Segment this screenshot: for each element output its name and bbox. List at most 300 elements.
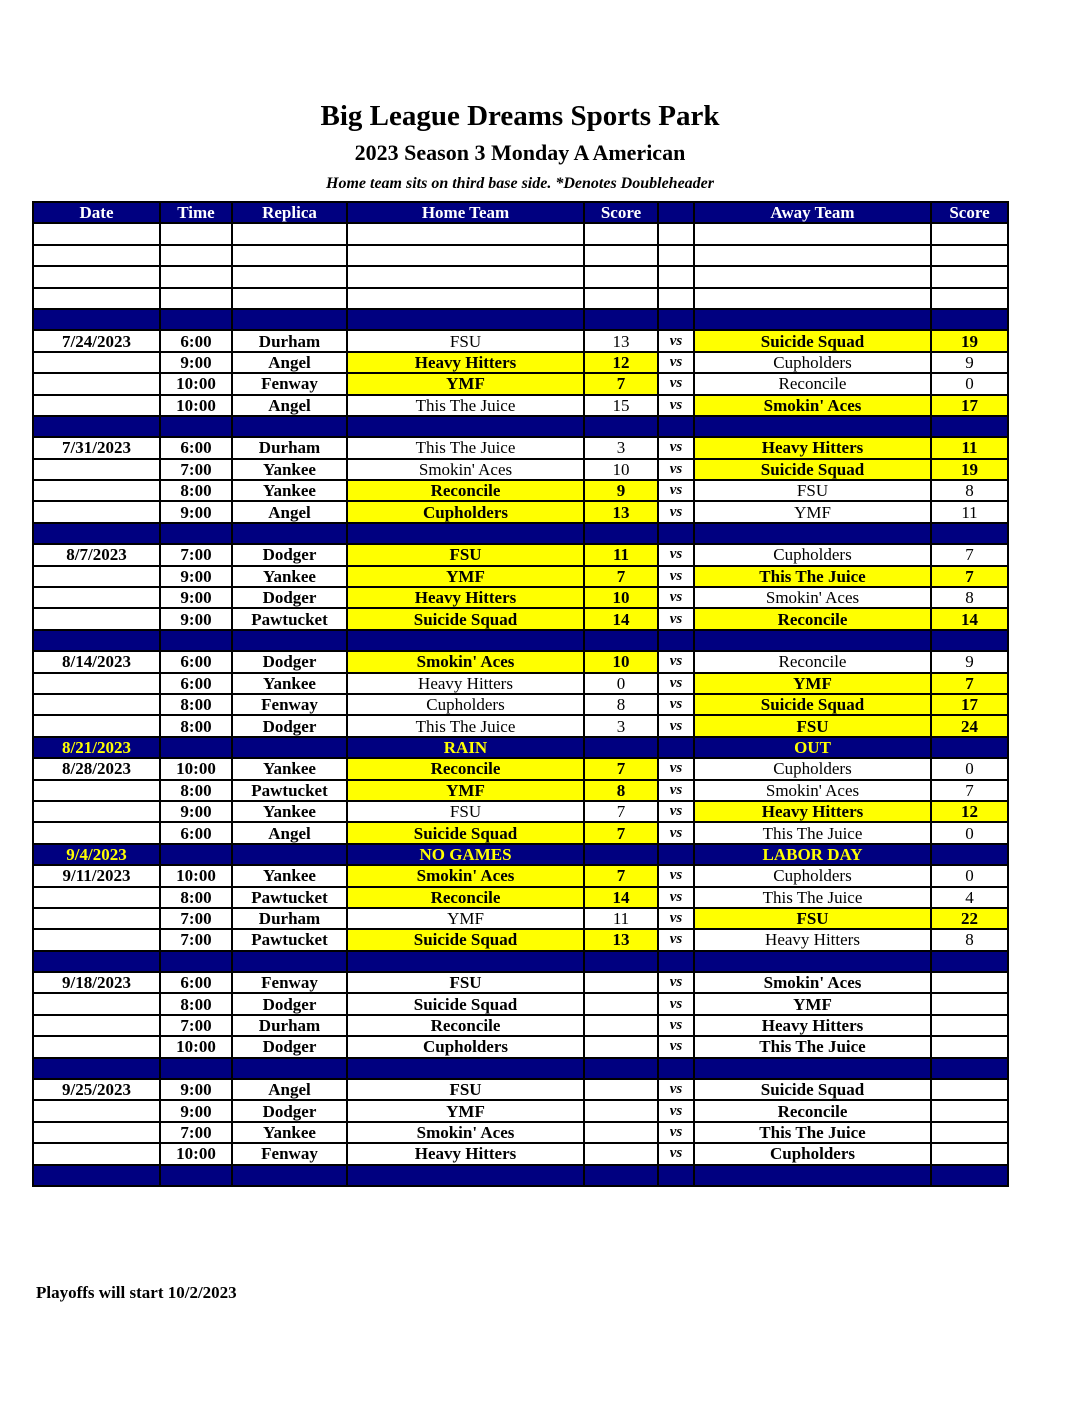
- blank-row: [33, 223, 1008, 244]
- blank-cell: [931, 223, 1008, 244]
- header-home-team: Home Team: [347, 202, 584, 223]
- blank-cell: [347, 288, 584, 309]
- separator-cell: [584, 1058, 658, 1079]
- home-score-cell: 13: [584, 929, 658, 950]
- table-row: [33, 608, 1008, 629]
- replica-cell: Pawtucket: [232, 887, 347, 908]
- away-score-cell: 11: [931, 501, 1008, 522]
- replica-cell: Pawtucket: [232, 780, 347, 801]
- home-team-cell: FSU: [347, 1079, 584, 1100]
- separator-cell: [232, 630, 347, 651]
- table-row: [33, 1079, 1008, 1100]
- time-cell: 8:00: [160, 887, 232, 908]
- time-cell: 9:00: [160, 1079, 232, 1100]
- replica-cell: Fenway: [232, 972, 347, 993]
- table-row: [33, 780, 1008, 801]
- separator-cell: [160, 416, 232, 437]
- away-score-cell: 9: [931, 352, 1008, 373]
- date-cell: 7/31/2023: [33, 437, 160, 458]
- date-cell: [33, 780, 160, 801]
- date-cell: 9/11/2023: [33, 865, 160, 886]
- home-team-cell: Heavy Hitters: [347, 587, 584, 608]
- header-replica: Replica: [232, 202, 347, 223]
- home-score-cell: [584, 993, 658, 1014]
- separator-cell: [584, 1165, 658, 1186]
- home-score-cell: 0: [584, 673, 658, 694]
- home-score-cell: 13: [584, 501, 658, 522]
- date-cell: 9/4/2023: [33, 844, 160, 865]
- away-team-cell: Smokin' Aces: [694, 395, 931, 416]
- header-vs: [658, 202, 694, 223]
- blank-cell: [694, 223, 931, 244]
- separator-cell: [658, 1165, 694, 1186]
- away-team-cell: FSU: [694, 480, 931, 501]
- home-team-cell: Reconcile: [347, 480, 584, 501]
- time-cell: 8:00: [160, 480, 232, 501]
- vs-cell: vs: [658, 330, 694, 351]
- table-row: [33, 993, 1008, 1014]
- vs-cell: vs: [658, 373, 694, 394]
- home-score-cell: 13: [584, 330, 658, 351]
- vs-cell: vs: [658, 780, 694, 801]
- home-team-cell: FSU: [347, 544, 584, 565]
- away-team-cell: YMF: [694, 501, 931, 522]
- date-cell: [33, 908, 160, 929]
- table-row: [33, 758, 1008, 779]
- table-row: [33, 373, 1008, 394]
- blank-cell: [232, 245, 347, 266]
- table-header-row: [33, 202, 1008, 223]
- separator-cell: [33, 416, 160, 437]
- date-cell: 8/14/2023: [33, 651, 160, 672]
- home-score-cell: [584, 737, 658, 758]
- blank-cell: [931, 266, 1008, 287]
- away-score-cell: [931, 1036, 1008, 1057]
- away-team-cell: Suicide Squad: [694, 330, 931, 351]
- vs-cell: vs: [658, 352, 694, 373]
- replica-cell: Durham: [232, 330, 347, 351]
- separator-cell: [658, 630, 694, 651]
- time-cell: 6:00: [160, 651, 232, 672]
- playoffs-footnote: Playoffs will start 10/2/2023: [36, 1283, 237, 1302]
- date-cell: [33, 715, 160, 736]
- away-score-cell: 9: [931, 651, 1008, 672]
- vs-cell: vs: [658, 694, 694, 715]
- home-score-cell: [584, 1036, 658, 1057]
- blank-cell: [160, 288, 232, 309]
- table-row: [33, 673, 1008, 694]
- separator-cell: [658, 1058, 694, 1079]
- away-team-cell: YMF: [694, 993, 931, 1014]
- home-score-cell: 10: [584, 459, 658, 480]
- separator-cell: [584, 416, 658, 437]
- table-row: [33, 651, 1008, 672]
- time-cell: 9:00: [160, 608, 232, 629]
- blank-cell: [658, 245, 694, 266]
- table-row: [33, 330, 1008, 351]
- time-cell: 9:00: [160, 566, 232, 587]
- away-team-cell: Smokin' Aces: [694, 780, 931, 801]
- replica-cell: Angel: [232, 352, 347, 373]
- away-team-cell: Heavy Hitters: [694, 801, 931, 822]
- replica-cell: Dodger: [232, 544, 347, 565]
- replica-cell: Dodger: [232, 715, 347, 736]
- home-team-cell: Smokin' Aces: [347, 865, 584, 886]
- page-subtitle: 2023 Season 3 Monday A American: [354, 140, 686, 165]
- home-score-cell: 7: [584, 865, 658, 886]
- blank-cell: [232, 288, 347, 309]
- time-cell: 7:00: [160, 929, 232, 950]
- away-team-cell: Reconcile: [694, 651, 931, 672]
- separator-cell: [33, 309, 160, 330]
- replica-cell: Durham: [232, 437, 347, 458]
- home-team-cell: Suicide Squad: [347, 822, 584, 843]
- separator-cell: [33, 1165, 160, 1186]
- time-cell: 7:00: [160, 1015, 232, 1036]
- time-cell: 6:00: [160, 972, 232, 993]
- home-team-cell: FSU: [347, 972, 584, 993]
- vs-cell: vs: [658, 1036, 694, 1057]
- replica-cell: Fenway: [232, 373, 347, 394]
- vs-cell: vs: [658, 673, 694, 694]
- table-row: [33, 544, 1008, 565]
- blank-cell: [658, 223, 694, 244]
- page-note: Home team sits on third base side. *Denotes Doubleheader: [326, 175, 714, 192]
- schedule-body: [33, 223, 1008, 1186]
- replica-cell: Dodger: [232, 651, 347, 672]
- time-cell: 7:00: [160, 544, 232, 565]
- home-team-cell: This The Juice: [347, 437, 584, 458]
- home-team-cell: Suicide Squad: [347, 608, 584, 629]
- date-cell: [33, 587, 160, 608]
- table-row: [33, 395, 1008, 416]
- separator-cell: [931, 951, 1008, 972]
- separator-cell: [347, 1165, 584, 1186]
- date-cell: [33, 566, 160, 587]
- separator-row: [33, 951, 1008, 972]
- replica-cell: Fenway: [232, 1143, 347, 1164]
- header-away-score: Score: [931, 202, 1008, 223]
- home-score-cell: [584, 1122, 658, 1143]
- vs-cell: vs: [658, 480, 694, 501]
- time-cell: 8:00: [160, 993, 232, 1014]
- vs-cell: [658, 844, 694, 865]
- away-team-cell: Heavy Hitters: [694, 929, 931, 950]
- home-team-cell: FSU: [347, 801, 584, 822]
- separator-cell: [347, 523, 584, 544]
- separator-cell: [347, 1058, 584, 1079]
- vs-cell: vs: [658, 993, 694, 1014]
- blank-cell: [694, 266, 931, 287]
- separator-cell: [694, 951, 931, 972]
- replica-cell: Yankee: [232, 865, 347, 886]
- blank-row: [33, 288, 1008, 309]
- away-score-cell: 4: [931, 887, 1008, 908]
- blank-cell: [232, 223, 347, 244]
- time-cell: 10:00: [160, 1143, 232, 1164]
- table-row: [33, 887, 1008, 908]
- page-title: Big League Dreams Sports Park: [320, 100, 720, 132]
- home-team-cell: YMF: [347, 1100, 584, 1121]
- date-cell: [33, 929, 160, 950]
- home-team-cell: YMF: [347, 908, 584, 929]
- replica-cell: [232, 737, 347, 758]
- replica-cell: Yankee: [232, 480, 347, 501]
- home-score-cell: 7: [584, 822, 658, 843]
- date-cell: [33, 822, 160, 843]
- time-cell: 8:00: [160, 715, 232, 736]
- away-score-cell: [931, 1122, 1008, 1143]
- away-team-cell: Cupholders: [694, 865, 931, 886]
- home-score-cell: 12: [584, 352, 658, 373]
- time-cell: 7:00: [160, 459, 232, 480]
- replica-cell: Yankee: [232, 459, 347, 480]
- separator-cell: [33, 951, 160, 972]
- replica-cell: Angel: [232, 395, 347, 416]
- replica-cell: Dodger: [232, 587, 347, 608]
- special-day-row: [33, 737, 1008, 758]
- home-team-cell: FSU: [347, 330, 584, 351]
- away-score-cell: 7: [931, 544, 1008, 565]
- away-score-cell: 19: [931, 459, 1008, 480]
- separator-cell: [931, 523, 1008, 544]
- away-team-cell: Reconcile: [694, 373, 931, 394]
- date-cell: 8/28/2023: [33, 758, 160, 779]
- vs-cell: vs: [658, 887, 694, 908]
- away-score-cell: 0: [931, 865, 1008, 886]
- separator-cell: [33, 1058, 160, 1079]
- blank-row: [33, 245, 1008, 266]
- separator-cell: [584, 309, 658, 330]
- home-team-cell: YMF: [347, 566, 584, 587]
- home-team-cell: Heavy Hitters: [347, 673, 584, 694]
- away-team-cell: FSU: [694, 908, 931, 929]
- table-row: [33, 1122, 1008, 1143]
- home-score-cell: 3: [584, 437, 658, 458]
- away-team-cell: Reconcile: [694, 1100, 931, 1121]
- blank-cell: [694, 245, 931, 266]
- home-score-cell: [584, 972, 658, 993]
- vs-cell: vs: [658, 608, 694, 629]
- away-team-cell: This The Juice: [694, 1122, 931, 1143]
- vs-cell: vs: [658, 972, 694, 993]
- time-cell: 7:00: [160, 1122, 232, 1143]
- home-score-cell: 10: [584, 587, 658, 608]
- table-row: [33, 972, 1008, 993]
- home-score-cell: 14: [584, 887, 658, 908]
- away-score-cell: 11: [931, 437, 1008, 458]
- home-score-cell: 11: [584, 908, 658, 929]
- time-cell: [160, 844, 232, 865]
- time-cell: [160, 737, 232, 758]
- separator-cell: [658, 951, 694, 972]
- blank-cell: [347, 245, 584, 266]
- time-cell: 10:00: [160, 865, 232, 886]
- blank-cell: [160, 223, 232, 244]
- home-team-cell: Smokin' Aces: [347, 1122, 584, 1143]
- home-team-cell: YMF: [347, 780, 584, 801]
- blank-cell: [33, 288, 160, 309]
- blank-cell: [347, 266, 584, 287]
- time-cell: 9:00: [160, 501, 232, 522]
- time-cell: 10:00: [160, 395, 232, 416]
- separator-cell: [694, 309, 931, 330]
- away-score-cell: 8: [931, 480, 1008, 501]
- home-score-cell: 7: [584, 758, 658, 779]
- separator-cell: [694, 630, 931, 651]
- special-note-home: RAIN: [347, 737, 584, 758]
- home-score-cell: 3: [584, 715, 658, 736]
- separator-cell: [232, 1058, 347, 1079]
- time-cell: 8:00: [160, 694, 232, 715]
- vs-cell: vs: [658, 1122, 694, 1143]
- table-row: [33, 437, 1008, 458]
- separator-cell: [931, 1165, 1008, 1186]
- home-score-cell: [584, 1100, 658, 1121]
- separator-cell: [160, 523, 232, 544]
- replica-cell: Dodger: [232, 1100, 347, 1121]
- date-cell: [33, 501, 160, 522]
- replica-cell: Angel: [232, 822, 347, 843]
- replica-cell: Durham: [232, 1015, 347, 1036]
- home-team-cell: Smokin' Aces: [347, 651, 584, 672]
- separator-cell: [694, 416, 931, 437]
- date-cell: [33, 459, 160, 480]
- away-team-cell: Cupholders: [694, 544, 931, 565]
- date-cell: [33, 993, 160, 1014]
- blank-row: [33, 266, 1008, 287]
- away-score-cell: 8: [931, 587, 1008, 608]
- date-cell: [33, 694, 160, 715]
- vs-cell: vs: [658, 865, 694, 886]
- home-team-cell: Cupholders: [347, 1036, 584, 1057]
- separator-cell: [658, 523, 694, 544]
- replica-cell: Fenway: [232, 694, 347, 715]
- separator-cell: [584, 523, 658, 544]
- replica-cell: Yankee: [232, 801, 347, 822]
- home-score-cell: 8: [584, 780, 658, 801]
- time-cell: 10:00: [160, 758, 232, 779]
- replica-cell: [232, 844, 347, 865]
- table-row: [33, 822, 1008, 843]
- time-cell: 9:00: [160, 801, 232, 822]
- replica-cell: Yankee: [232, 673, 347, 694]
- date-cell: [33, 395, 160, 416]
- separator-cell: [347, 951, 584, 972]
- blank-cell: [694, 288, 931, 309]
- vs-cell: vs: [658, 801, 694, 822]
- separator-row: [33, 309, 1008, 330]
- separator-cell: [694, 523, 931, 544]
- away-team-cell: FSU: [694, 715, 931, 736]
- home-score-cell: 7: [584, 801, 658, 822]
- home-score-cell: 9: [584, 480, 658, 501]
- away-team-cell: Smokin' Aces: [694, 972, 931, 993]
- vs-cell: [658, 737, 694, 758]
- blank-cell: [584, 245, 658, 266]
- away-score-cell: [931, 993, 1008, 1014]
- home-score-cell: 8: [584, 694, 658, 715]
- away-score-cell: [931, 972, 1008, 993]
- separator-cell: [160, 309, 232, 330]
- table-row: [33, 566, 1008, 587]
- table-row: [33, 929, 1008, 950]
- home-team-cell: Suicide Squad: [347, 929, 584, 950]
- separator-cell: [232, 416, 347, 437]
- date-cell: [33, 352, 160, 373]
- vs-cell: vs: [658, 929, 694, 950]
- special-note-home: NO GAMES: [347, 844, 584, 865]
- home-score-cell: 7: [584, 566, 658, 587]
- date-cell: [33, 1036, 160, 1057]
- vs-cell: vs: [658, 1143, 694, 1164]
- table-row: [33, 1036, 1008, 1057]
- home-score-cell: [584, 1079, 658, 1100]
- date-cell: [33, 1100, 160, 1121]
- away-score-cell: [931, 1100, 1008, 1121]
- away-score-cell: [931, 737, 1008, 758]
- blank-cell: [347, 223, 584, 244]
- away-team-cell: Cupholders: [694, 758, 931, 779]
- table-row: [33, 501, 1008, 522]
- separator-cell: [347, 309, 584, 330]
- time-cell: 10:00: [160, 373, 232, 394]
- blank-cell: [33, 223, 160, 244]
- home-score-cell: 10: [584, 651, 658, 672]
- away-score-cell: 19: [931, 330, 1008, 351]
- blank-cell: [584, 223, 658, 244]
- special-note-away: OUT: [694, 737, 931, 758]
- table-row: [33, 801, 1008, 822]
- separator-row: [33, 1165, 1008, 1186]
- away-score-cell: 22: [931, 908, 1008, 929]
- time-cell: 9:00: [160, 1100, 232, 1121]
- vs-cell: vs: [658, 437, 694, 458]
- replica-cell: Pawtucket: [232, 608, 347, 629]
- away-team-cell: Cupholders: [694, 1143, 931, 1164]
- time-cell: 6:00: [160, 330, 232, 351]
- vs-cell: vs: [658, 1100, 694, 1121]
- away-score-cell: [931, 1079, 1008, 1100]
- blank-cell: [584, 266, 658, 287]
- separator-cell: [33, 630, 160, 651]
- date-cell: [33, 1122, 160, 1143]
- replica-cell: Yankee: [232, 1122, 347, 1143]
- table-row: [33, 1100, 1008, 1121]
- table-row: [33, 459, 1008, 480]
- vs-cell: vs: [658, 715, 694, 736]
- away-team-cell: Heavy Hitters: [694, 1015, 931, 1036]
- away-team-cell: Smokin' Aces: [694, 587, 931, 608]
- blank-cell: [658, 288, 694, 309]
- date-cell: [33, 887, 160, 908]
- home-team-cell: Reconcile: [347, 1015, 584, 1036]
- away-score-cell: [931, 844, 1008, 865]
- header-home-score: Score: [584, 202, 658, 223]
- date-cell: 7/24/2023: [33, 330, 160, 351]
- away-score-cell: 14: [931, 608, 1008, 629]
- replica-cell: Dodger: [232, 993, 347, 1014]
- separator-row: [33, 630, 1008, 651]
- vs-cell: vs: [658, 395, 694, 416]
- vs-cell: vs: [658, 651, 694, 672]
- separator-row: [33, 416, 1008, 437]
- away-score-cell: 7: [931, 673, 1008, 694]
- vs-cell: vs: [658, 1079, 694, 1100]
- date-cell: [33, 801, 160, 822]
- home-team-cell: Heavy Hitters: [347, 1143, 584, 1164]
- separator-cell: [160, 951, 232, 972]
